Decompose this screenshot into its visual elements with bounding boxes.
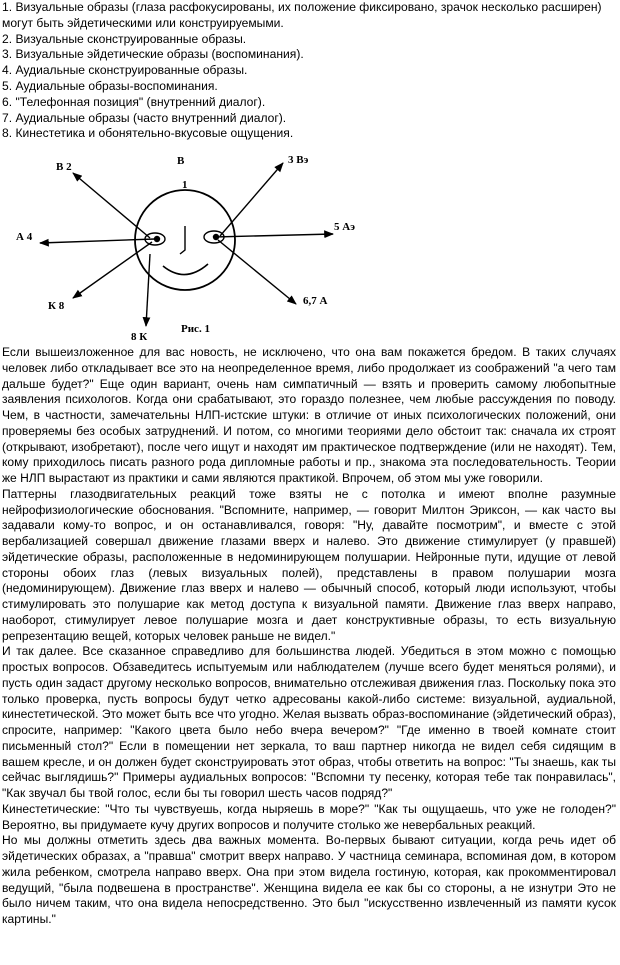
- label-b: В: [177, 155, 185, 167]
- list-item: 8. Кинестетика и обонятельно-вкусовые ощущения.: [2, 126, 294, 141]
- list-item: 3. Визуальные эйдетические образы (воспоминания).: [2, 47, 304, 62]
- mouth-curve: [163, 264, 208, 275]
- list-item: 6. "Телефонная позиция" (внутренний диалог).: [2, 94, 266, 109]
- label-k: 8 К: [131, 331, 148, 342]
- nose-line: [180, 226, 185, 254]
- eye-accessing-figure: [0, 146, 400, 342]
- list-item: 2. Визуальные сконструированные образы.: [2, 31, 247, 46]
- list-item: 7. Аудиальные образы (часто внутренний диалог).: [2, 110, 287, 125]
- label-b2: В 2: [56, 161, 72, 173]
- list-item: 1. Визуальные образы (глаза расфокусированы, их положение фиксировано, зрачок несколько расширен) могут быть эйдетическими или конструируемыми.: [2, 0, 602, 30]
- face-diagram: [0, 146, 400, 342]
- body-text: [2, 345, 616, 928]
- paragraph: Кинестетические: "Что ты чувствуешь, когда ныряешь в море?" "Как ты ощущаешь, что уже не голоден?" Вероятно, вы придумаете кучу других вопросов и получите столько же невербальных реакций.: [2, 801, 616, 832]
- eye-position-list: [2, 0, 616, 142]
- arrow-b2: [73, 173, 150, 238]
- arrow-a4: [40, 239, 155, 243]
- arrow-k8: [73, 242, 152, 298]
- label-a4: А 4: [16, 231, 33, 243]
- figure-caption: Рис. 1: [181, 323, 210, 335]
- arrow-a67: [218, 240, 296, 304]
- label-a5: 5 Аэ: [334, 221, 355, 233]
- label-b3: 3 Вэ: [288, 154, 309, 166]
- arrow-a5: [214, 234, 333, 237]
- label-k8: К 8: [48, 300, 65, 312]
- label-a67: 6,7 А: [303, 295, 328, 307]
- paragraph: И так далее. Все сказанное справедливо для большинства людей. Убедиться в этом можно с помощью простых вопросов. Обзаведитесь испытуемым или наблюдателем (лучше всего будет меняться ролями), и пусть один задаст другому несколько вопросов, внимательно отслеживая движения глаз. Поскольку пока это только проверка, пусть вопросы будут четко адресованы какой-либо системе: визуальной, аудиальной, кинестетической. Это может быть все что угодно. Желая вызвать образ-воспоминание (эйдетический образ), спросите, например: "Какого цвета было небо вчера вечером?" "Где именно в твоей комнате стоит письменный стол?" Если в помещении нет зеркала, то ваш партнер никогда не видел себя сидящим в вашем кресле, и он должен будет сконструировать этот образ, чтобы ответить на вопрос: "Ты знаешь, как ты сейчас выглядишь?" Примеры аудиальных вопросов: "Вспомни ту песенку, которая тебе так понравилась", "Как звучал бы твой голос, если бы ты говорил шесть часов подряд?": [2, 644, 616, 800]
- list-item: 4. Аудиальные сконструированные образы.: [2, 63, 248, 78]
- paragraph: Но мы должны отметить здесь два важных момента. Во-первых бывают ситуации, когда речь идет об эйдетических образах, а "правша" смотрит вверх направо. У частница семинара, вспоминая дом, в котором жила ребенком, смотрела направо вверх. Она при этом видела гостиную, которая, как прокомментировал ведущий, "была подвешена в пространстве". Женщина видела ее как бы со стороны, а не изнутри Это не было ничем таким, что она видела непосредственно. Это был "искусственно извлеченный из памяти кусок картины.": [2, 833, 616, 926]
- paragraph: Если вышеизложенное для вас новость, не исключено, что она вам покажется бредом. В таких случаях человек либо откладывает все это на неопределенное время, либо продолжает из соображений "а чего там дальше будет?" Еще один вариант, очень нам симпатичный — взять и проверить самому любопытные заявления психологов. Когда они срабатывают, это гораздо полезнее, чем любые рассуждения по поводу. Чем, в частности, замечательны НЛП-истские штуки: в отличие от иных психологических положений, они проверяемы без особых затруднений. И потом, со многими теориями дело обстоит так: сначала их строят (открывают, изобретают), после чего ищут и находят им практическое подтверждение (или не находят). Тем, кому приходилось писать разного рода дипломные работы и пр., знакома эта последовательность. Теории же НЛП вырастают из практики и сами являются практикой. Впрочем, об этом мы уже говорили.: [2, 345, 616, 485]
- arrow-b3: [220, 163, 283, 236]
- label-one: 1: [182, 179, 188, 191]
- paragraph: Паттерны глазодвигательных реакций тоже взяты не с потолка и имеют вполне разумные нейрофизиологические обоснования. "Вспомните, например, — говорит Милтон Эриксон, — как часто вы задавали кому-то вопрос, и он останавливался, говоря: "Ну, давайте посмотрим", и вместе с этой вербализацией совершал движение глазами вверх и налево. Это движение стимулирует (у правшей) эйдетические образы, расположенные в недоминирующем полушарии. Нейронные пути, идущие от левой стороны обоих глаз (левых визуальных полей), представлены в правом полушарии мозга (недоминирующем). Движение глаз вверх и налево — обычный способ, который люди используют, чтобы стимулировать это полушарие как метод доступа к визуальной памяти. Движение глаз вверх направо, наоборот, стимулирует левое полушарие мозга и дает конструктивные образы, то есть визуальную репрезентацию вещей, которых человек раньше не видел.": [2, 486, 616, 643]
- arrow-k: [146, 254, 150, 326]
- list-item: 5. Аудиальные образы-воспоминания.: [2, 78, 218, 93]
